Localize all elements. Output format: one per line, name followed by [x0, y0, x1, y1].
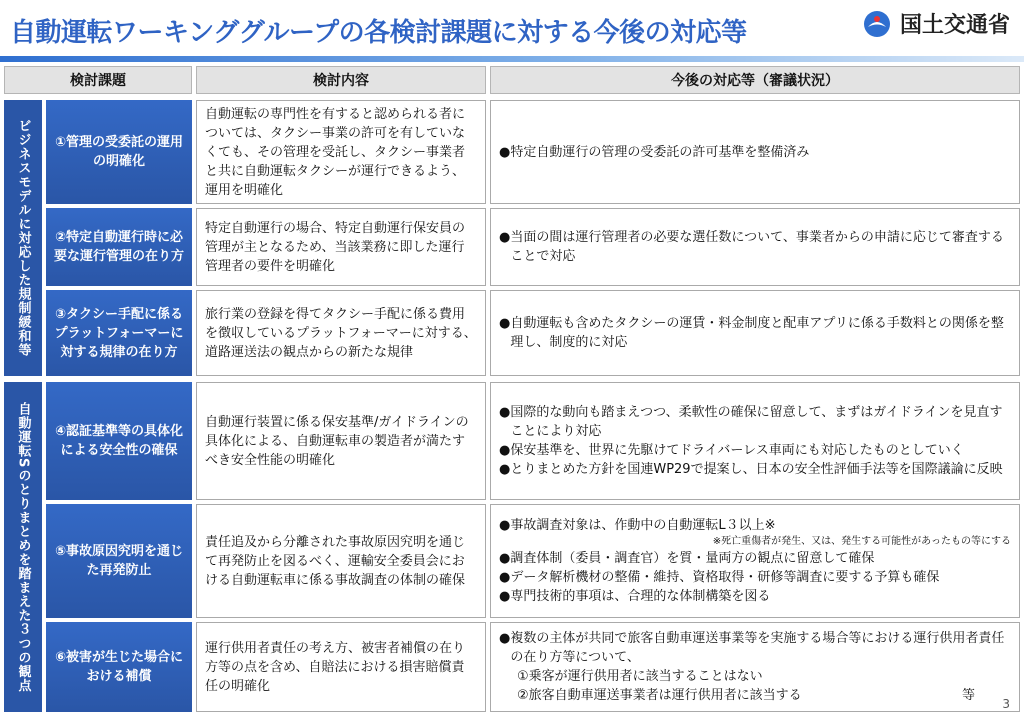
bullet-text: 専門技術的事項は、合理的な体制構築を図る — [510, 589, 771, 604]
response-cell — [490, 290, 1020, 376]
response-cell — [490, 622, 1020, 712]
content-text: 旅行業の登録を得てタクシー手配に係る費用を徴収しているプラットフォーマーに対する、道路運送法の観点からの新たな規律 — [205, 306, 477, 360]
topic-cell: ②特定自動運行時に必要な運行管理の在り方 — [46, 208, 192, 286]
column-header-content: 検討内容 — [196, 66, 486, 94]
bullet-text: 当面の間は運行管理者の必要な選任数について、事業者からの申請に応じて審査することで対応 — [510, 230, 1004, 264]
sub-suffix: 等 — [961, 688, 975, 703]
response-bullet — [499, 568, 1011, 587]
response-cell — [490, 382, 1020, 500]
group-label: ビジネスモデルに対応した規制緩和等 — [15, 119, 31, 357]
page-number: 3 — [1002, 697, 1010, 711]
response-cell — [490, 208, 1020, 286]
bullet-dot: ● — [499, 230, 511, 245]
bullet-dot: ● — [499, 570, 511, 585]
content-cell — [196, 290, 486, 376]
bullet-dot: ● — [499, 316, 511, 331]
content-text: 自動運行装置に係る保安基準/ガイドラインの具体化による、自動運転車の製造者が満たすべき安全性能の明確化 — [205, 414, 469, 468]
response-bullet — [499, 228, 1011, 266]
content-text: 責任追及から分離された事故原因究明を通じて再発防止を図るべく、運輸安全委員会における自動運転車に係る事故調査の体制の確保 — [205, 534, 466, 588]
bullet-text: データ解析機材の整備・維持、資格取得・研修等調査に要する予算も確保 — [510, 570, 940, 585]
footnote: ※死亡重傷者が発生、又は、発生する可能性があったもの等にする — [712, 536, 1011, 547]
bullet-text: 複数の主体が共同で旅客自動車運送事業等を実施する場合等における運行供用者責任の在り方等について、 — [510, 631, 1005, 665]
sub-item: ①乗客が運行供用者に該当することはない — [517, 669, 763, 684]
group-business-model — [4, 100, 42, 376]
bullet-text: 特定自動運行の管理の受委託の許可基準を整備済み — [510, 144, 810, 160]
content-text: 自動運転の専門性を有すると認められる者については、タクシー事業の許可を有していなくても、その管理を受託し、タクシー事業者と共に自動運転タクシーが運行できるよう、運用を明確化 — [205, 106, 466, 198]
response-bullet — [499, 314, 1011, 352]
response-bullet — [499, 629, 1011, 667]
bullet-text: とりまとめた方針を国連WP29で提案し、日本の安全性評価手法等を国際議論に反映 — [510, 462, 1003, 477]
mlit-logo-icon — [862, 9, 892, 39]
group-three-perspectives — [4, 382, 42, 712]
column-header-topic: 検討課題 — [4, 66, 192, 94]
topic-cell: ⑥被害が生じた場合における補償 — [46, 622, 192, 712]
bullet-text: 自動運転も含めたタクシーの運賃・料金制度と配車アプリに係る手数料との関係を整理し、制度的に対応 — [510, 316, 1004, 350]
sub-item: ②旅客自動車運送事業者は運行供用者に該当する — [517, 688, 802, 703]
bullet-dot: ● — [499, 443, 511, 458]
response-bullet — [499, 587, 1011, 606]
response-bullet — [499, 549, 1011, 568]
sub-item-row — [499, 686, 1011, 705]
response-bullet — [499, 403, 1011, 441]
response-bullet — [499, 516, 1011, 535]
response-bullet — [499, 143, 1011, 162]
content-cell — [196, 100, 486, 204]
content-cell — [196, 622, 486, 712]
content-cell — [196, 382, 486, 500]
group-label: 自動運転Sのとりまとめを踏まえた３つの観点 — [15, 401, 31, 693]
title-underline — [0, 56, 1024, 62]
response-cell — [490, 504, 1020, 618]
topic-cell: ⑤事故原因究明を通じた再発防止 — [46, 504, 192, 618]
topic-cell: ③タクシー手配に係るプラットフォーマーに対する規律の在り方 — [46, 290, 192, 376]
org-name: 国土交通省 — [899, 13, 1010, 38]
bullet-dot: ● — [499, 405, 511, 420]
bullet-text: 国際的な動向も踏まえつつ、柔軟性の確保に留意して、まずはガイドラインを見直すことにより対応 — [510, 405, 1003, 439]
bullet-dot: ● — [499, 518, 511, 533]
content-cell — [196, 208, 486, 286]
bullet-dot: ● — [499, 144, 511, 160]
bullet-text: 事故調査対象は、作動中の自動運転L３以上※ — [510, 518, 776, 533]
bullet-text: 調査体制（委員・調査官）を質・量両方の観点に留意して確保 — [510, 551, 875, 566]
bullet-text: 保安基準を、世界に先駆けてドライバーレス車両にも対応したものとしていく — [510, 443, 964, 458]
page-header — [0, 0, 1024, 62]
response-bullet — [499, 460, 1011, 479]
org-logo — [862, 8, 1010, 39]
column-header-response: 今後の対応等（審議状況） — [490, 66, 1020, 94]
content-text: 運行供用者責任の考え方、被害者補償の在り方等の点を含め、自賠法における損害賠償責任の明確化 — [205, 640, 466, 694]
page-title: 自動運転ワーキンググループの各検討課題に対する今後の対応等 — [10, 18, 747, 48]
bullet-dot: ● — [499, 631, 511, 646]
response-cell — [490, 100, 1020, 204]
content-text: 特定自動運行の場合、特定自動運行保安員の管理が主となるため、当該業務に即した運行管理者の要件を明確化 — [205, 220, 466, 274]
content-cell — [196, 504, 486, 618]
bullet-dot: ● — [499, 462, 511, 477]
topic-cell: ④認証基準等の具体化による安全性の確保 — [46, 382, 192, 500]
topic-cell: ①管理の受委託の運用の明確化 — [46, 100, 192, 204]
bullet-dot: ● — [499, 551, 511, 566]
bullet-dot: ● — [499, 589, 511, 604]
response-bullet — [499, 441, 1011, 460]
